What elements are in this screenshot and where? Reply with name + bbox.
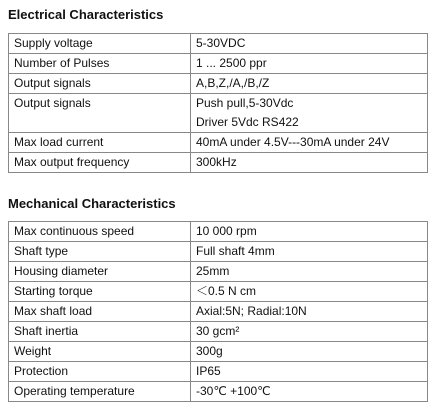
mechanical-row xyxy=(9,342,428,362)
mechanical-row xyxy=(9,262,428,282)
mechanical-row-value-line: IP65 xyxy=(196,364,221,378)
mechanical-row-label: Max continuous speed xyxy=(9,222,191,242)
electrical-row-value-line: 300kHz xyxy=(196,155,237,169)
mechanical-row-value xyxy=(191,222,428,242)
electrical-row-value-line: Driver 5Vdc RS422 xyxy=(196,115,299,129)
electrical-row xyxy=(9,133,428,153)
electrical-row-label: Number of Pulses xyxy=(9,54,191,74)
mechanical-row-value-line: Full shaft 4mm xyxy=(196,244,275,258)
mechanical-row-label: Shaft type xyxy=(9,242,191,262)
electrical-row-value xyxy=(191,94,428,133)
mechanical-row-value-line: 10 000 rpm xyxy=(196,224,257,238)
mechanical-row-value-line: Axial:5N; Radial:10N xyxy=(196,304,307,318)
mechanical-row-label: Starting torque xyxy=(9,282,191,302)
mechanical-row-value-line: 300g xyxy=(196,344,223,358)
electrical-row xyxy=(9,74,428,94)
mechanical-row-value xyxy=(191,262,428,282)
mechanical-row-value xyxy=(191,322,428,342)
electrical-row-value-line: 1 ... 2500 ppr xyxy=(196,56,267,70)
mechanical-row-value-line: -30℃ +100℃ xyxy=(196,384,271,398)
electrical-row-value-line: 40mA under 4.5V---30mA under 24V xyxy=(196,135,390,149)
electrical-table-body xyxy=(9,34,428,173)
electrical-row-value-line: Push pull,5-30Vdc xyxy=(196,96,294,110)
mechanical-row-label: Shaft inertia xyxy=(9,322,191,342)
mechanical-row-label: Weight xyxy=(9,342,191,362)
mechanical-row-value xyxy=(191,362,428,382)
electrical-row-label: Output signals xyxy=(9,74,191,94)
mechanical-row xyxy=(9,282,428,302)
mechanical-row xyxy=(9,302,428,322)
electrical-row xyxy=(9,94,428,133)
mechanical-row-label: Max shaft load xyxy=(9,302,191,322)
electrical-row-label: Supply voltage xyxy=(9,34,191,54)
mechanical-row-value xyxy=(191,242,428,262)
mechanical-row xyxy=(9,362,428,382)
mechanical-row-value-line: 25mm xyxy=(196,264,230,278)
electrical-row-value xyxy=(191,153,428,173)
mechanical-row-label: Operating temperature xyxy=(9,382,191,402)
electrical-row-label: Max output frequency xyxy=(9,153,191,173)
electrical-row-value xyxy=(191,34,428,54)
electrical-row xyxy=(9,54,428,74)
mechanical-row-label: Housing diameter xyxy=(9,262,191,282)
electrical-row xyxy=(9,153,428,173)
mechanical-row-value xyxy=(191,302,428,322)
mechanical-row-value-line: 30 gcm² xyxy=(196,324,240,338)
mechanical-row-value-line: ＜0.5 N cm xyxy=(196,284,257,298)
mechanical-table xyxy=(8,221,428,402)
mechanical-row xyxy=(9,222,428,242)
electrical-row xyxy=(9,34,428,54)
mechanical-title: Mechanical Characteristics xyxy=(8,196,176,211)
electrical-title: Electrical Characteristics xyxy=(8,7,164,22)
electrical-section xyxy=(8,7,428,173)
electrical-row-value xyxy=(191,133,428,153)
electrical-row-label: Output signals xyxy=(9,94,191,133)
electrical-row-label: Max load current xyxy=(9,133,191,153)
mechanical-row xyxy=(9,322,428,342)
electrical-table xyxy=(8,33,428,173)
mechanical-row-label: Protection xyxy=(9,362,191,382)
mechanical-section xyxy=(8,196,428,402)
mechanical-table-body xyxy=(9,222,428,402)
mechanical-row-value xyxy=(191,382,428,402)
mechanical-row xyxy=(9,382,428,402)
mechanical-row xyxy=(9,242,428,262)
electrical-row-value xyxy=(191,74,428,94)
electrical-row-value xyxy=(191,54,428,74)
mechanical-row-value xyxy=(191,282,428,302)
electrical-row-value-line: 5-30VDC xyxy=(196,36,246,50)
electrical-row-value-line: A,B,Z,/A,/B,/Z xyxy=(196,76,270,90)
mechanical-row-value xyxy=(191,342,428,362)
